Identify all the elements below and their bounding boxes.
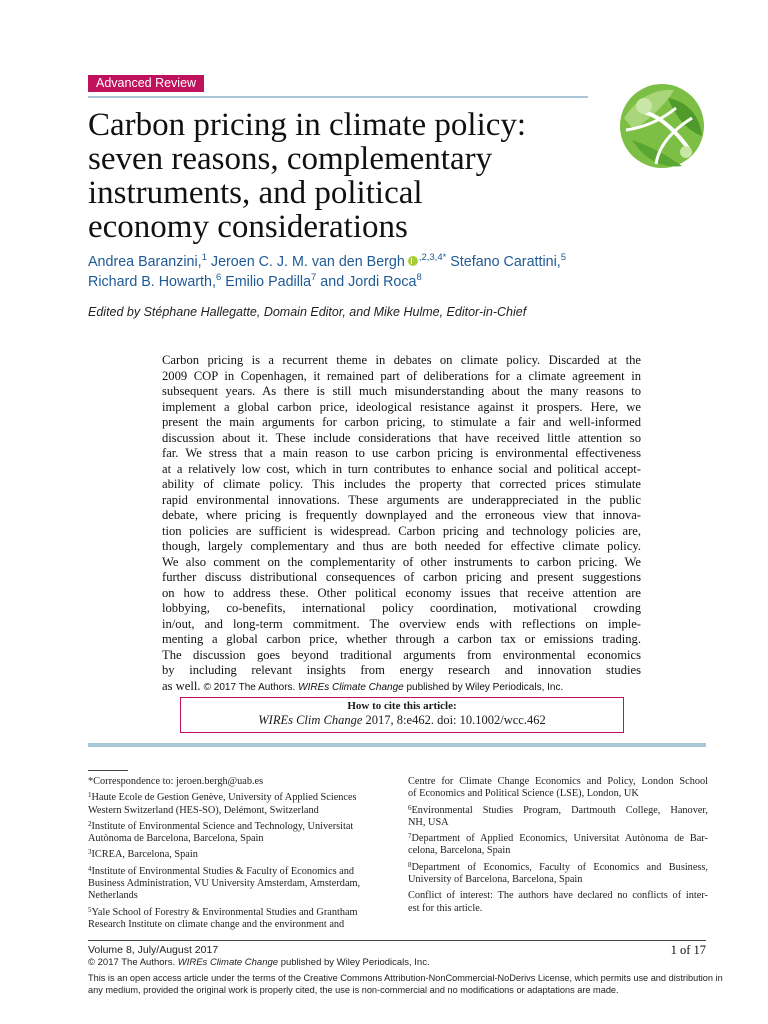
footnote — [408, 862, 708, 887]
affiliation-marker: 6 — [215, 272, 222, 283]
header-rule — [88, 96, 588, 98]
abstract-line: lobbying, co-benefits, international policy coordination, motivational crowding — [162, 601, 641, 615]
footer-copyright — [88, 957, 430, 968]
abstract-line: tion policies are sufficient is widespread. Carbon pricing and technology policies are, — [162, 523, 641, 538]
abstract-line: debate, where pricing is frequently downplayed and the erroneous view that innova- — [162, 508, 641, 522]
footnote-marker: 4 — [88, 864, 92, 873]
abstract-line: Carbon pricing is a recurrent theme in debates on climate policy. Discarded at the — [162, 353, 641, 367]
footnote — [408, 833, 708, 858]
footnote-line: of Economics and Political Science (LSE), London, UK — [408, 788, 639, 800]
journal-name: WIREs Climate Change — [177, 957, 279, 968]
abstract-line: at a relatively low cost, which in turn contributes to enhance social and political accept- — [162, 461, 641, 476]
affiliation-marker: ,2,3,4* — [418, 252, 447, 263]
footnote-line: Research Institute on climate change and the environment and — [88, 918, 345, 930]
footnote-marker: 2 — [88, 819, 92, 828]
copyright-text: © 2017 The Authors. — [88, 957, 176, 968]
footnote-line: Centre for Climate Change Economics and Policy, London School — [408, 776, 708, 787]
affiliation-marker: 8 — [416, 272, 422, 283]
license-text — [88, 972, 723, 996]
footnote-line: Environmental Studies Program, Dartmouth College, Hanover, — [411, 804, 708, 816]
footnote-line[interactable]: *Correspondence to: jeroen.bergh@uab.es — [88, 776, 264, 787]
affiliation-marker: 7 — [311, 272, 317, 283]
abstract-line: menting a global carbon price, whether through a carbon tax or emissions trading. — [162, 632, 641, 646]
abstract-end: as well. — [162, 678, 201, 693]
footnote-marker: 7 — [408, 832, 412, 841]
abstract-line: in/out, and long-term commitment. The overview ends with reflections on imple- — [162, 616, 641, 631]
copyright-text: © 2017 The Authors. — [203, 681, 296, 693]
abstract — [162, 353, 641, 694]
citation-box — [180, 697, 624, 733]
footnote-line: University of Barcelona, Barcelona, Spain — [408, 874, 583, 886]
publisher-text: published by Wiley Periodicals, Inc. — [280, 957, 430, 968]
abstract-line: rapid environmental innovations. These arguments are underappreciated in the public — [162, 492, 641, 507]
footnote — [88, 907, 388, 932]
author-name[interactable]: Andrea Baranzini, — [88, 254, 202, 270]
footnote-line: Western Switzerland (HES-SO), Delémont, Switzerland — [88, 804, 319, 816]
article-type-badge: Advanced Review — [88, 75, 204, 92]
abstract-line: far. We stress that a main reason to use carbon pricing is environmental effectiveness — [162, 446, 641, 460]
abstract-line: present the main arguments for carbon pricing, to stimulate a fair and well-informed — [162, 415, 641, 429]
abstract-line: on how to address these. Other political economy issues that receive attention are — [162, 585, 641, 600]
orcid-icon[interactable] — [408, 256, 418, 266]
citation-journal: WIREs Clim Change — [258, 713, 363, 727]
footnote — [88, 792, 388, 817]
page-number: 1 of 17 — [670, 943, 706, 957]
article-title — [88, 108, 598, 244]
footnote-line: Institute of Environmental Science and Technology, Universitat — [91, 820, 354, 832]
footnote — [88, 821, 388, 846]
footnote-marker: 3 — [88, 848, 92, 857]
abstract-line: though, largely complementary and thus are both needed for effective climate policy. — [162, 539, 641, 553]
footnote-line: Department of Economics, Faculty of Economics and Business, — [411, 861, 708, 873]
footnotes-right — [408, 776, 708, 919]
license-line: This is an open access article under the terms of the Creative Commons Attribution-NonCommercial-NoDerivs License, which permits use and distribution in — [88, 973, 723, 983]
citation-label: How to cite this article: — [347, 700, 457, 712]
author-list — [88, 252, 668, 292]
citation-details: 2017, 8:e462. doi: 10.1002/wcc.462 — [365, 713, 546, 727]
author-name[interactable]: Richard B. Howarth, — [88, 274, 216, 290]
footnote — [408, 805, 708, 830]
abstract-line: by including relevant insights from energy research and innovation studies — [162, 663, 641, 677]
footnote-marker: 5 — [88, 905, 92, 914]
footnote-line: Netherlands — [88, 890, 138, 902]
title-line: seven reasons, complementary — [88, 141, 493, 177]
footnote-marker: 1 — [88, 791, 92, 800]
footer-rule — [88, 940, 706, 941]
abstract-line: ability of climate policy. This includes the property that corrected prices stimulate — [162, 477, 641, 491]
journal-name: WIREs Climate Change — [298, 681, 404, 693]
footnote-line: celona, Barcelona, Spain — [408, 845, 511, 857]
globe-leaf-logo — [604, 78, 710, 176]
footnote-line: Department of Applied Economics, Universitat Autònoma de Bar- — [411, 833, 708, 845]
footnote-line: Autònoma de Barcelona, Barcelona, Spain — [88, 833, 264, 845]
affiliation-marker: 1 — [201, 252, 207, 263]
citation-text[interactable] — [181, 713, 623, 728]
license-line: any medium, provided the original work is properly cited, the use is non-commercial and no modifications or adaptations are made. — [88, 985, 619, 995]
footnote-line: Business Administration, VU University Amsterdam, Amsterdam, — [88, 878, 361, 890]
title-line: economy considerations — [88, 209, 408, 245]
abstract-last-line — [162, 679, 641, 695]
footnote — [88, 849, 388, 861]
abstract-line: discussion about it. These include considerations that have received little attention so — [162, 430, 641, 445]
title-line: Carbon pricing in climate policy: — [88, 107, 527, 143]
footnote — [408, 776, 708, 801]
footnote-marker: 8 — [408, 860, 412, 869]
publisher-text: published by Wiley Periodicals, Inc. — [406, 681, 564, 693]
footnote-line: ICREA, Barcelona, Spain — [91, 849, 198, 861]
footnote-line: Conflict of interest: The authors have declared no conflicts of inter- — [408, 890, 708, 902]
title-line: instruments, and political — [88, 175, 423, 211]
edited-by: Edited by Stéphane Hallegatte, Domain Editor, and Mike Hulme, Editor-in-Chief — [88, 305, 527, 319]
footnote-line: NH, USA — [408, 816, 449, 828]
abstract-line: The discussion goes beyond traditional arguments from environmental economics — [162, 647, 641, 662]
footnote-line: Institute of Environmental Studies & Faculty of Economics and — [91, 865, 355, 877]
author-name[interactable]: Stefano Carattini, — [446, 254, 561, 270]
author-name[interactable]: Jeroen C. J. M. van den Bergh — [206, 254, 405, 270]
section-rule — [88, 743, 706, 747]
abstract-line: 2009 COP in Copenhagen, it remained part of deliberations for a climate agreement in — [162, 368, 641, 383]
footnote-line: Yale School of Forestry & Environmental Studies and Grantham — [91, 906, 358, 918]
abstract-copyright — [204, 682, 564, 693]
volume-info: Volume 8, July/August 2017 — [88, 944, 219, 956]
footnote — [88, 776, 388, 788]
abstract-line: further discuss distributional consequences of carbon pricing and present suggestions — [162, 570, 641, 584]
abstract-line: subsequent years. As there is still much misunderstanding about the many reasons to — [162, 384, 641, 398]
author-name[interactable]: Emilio Padilla — [221, 274, 312, 290]
abstract-line: We also comment on the complementarity of other instruments to carbon pricing. We — [162, 554, 641, 569]
author-name[interactable]: and Jordi Roca — [316, 274, 417, 290]
footnotes-left — [88, 776, 388, 935]
conflict-of-interest — [408, 890, 708, 915]
footnote-rule — [88, 770, 128, 771]
affiliation-marker: 5 — [560, 252, 567, 263]
footnote-marker: 6 — [408, 803, 412, 812]
footnote — [88, 866, 388, 903]
footnote-line: Haute Ecole de Gestion Genève, University of Applied Sciences — [91, 792, 357, 804]
footnote-line: est for this article. — [408, 902, 483, 914]
abstract-line: implement a global carbon price, ideological resistance against it prospers. Here, we — [162, 399, 641, 414]
